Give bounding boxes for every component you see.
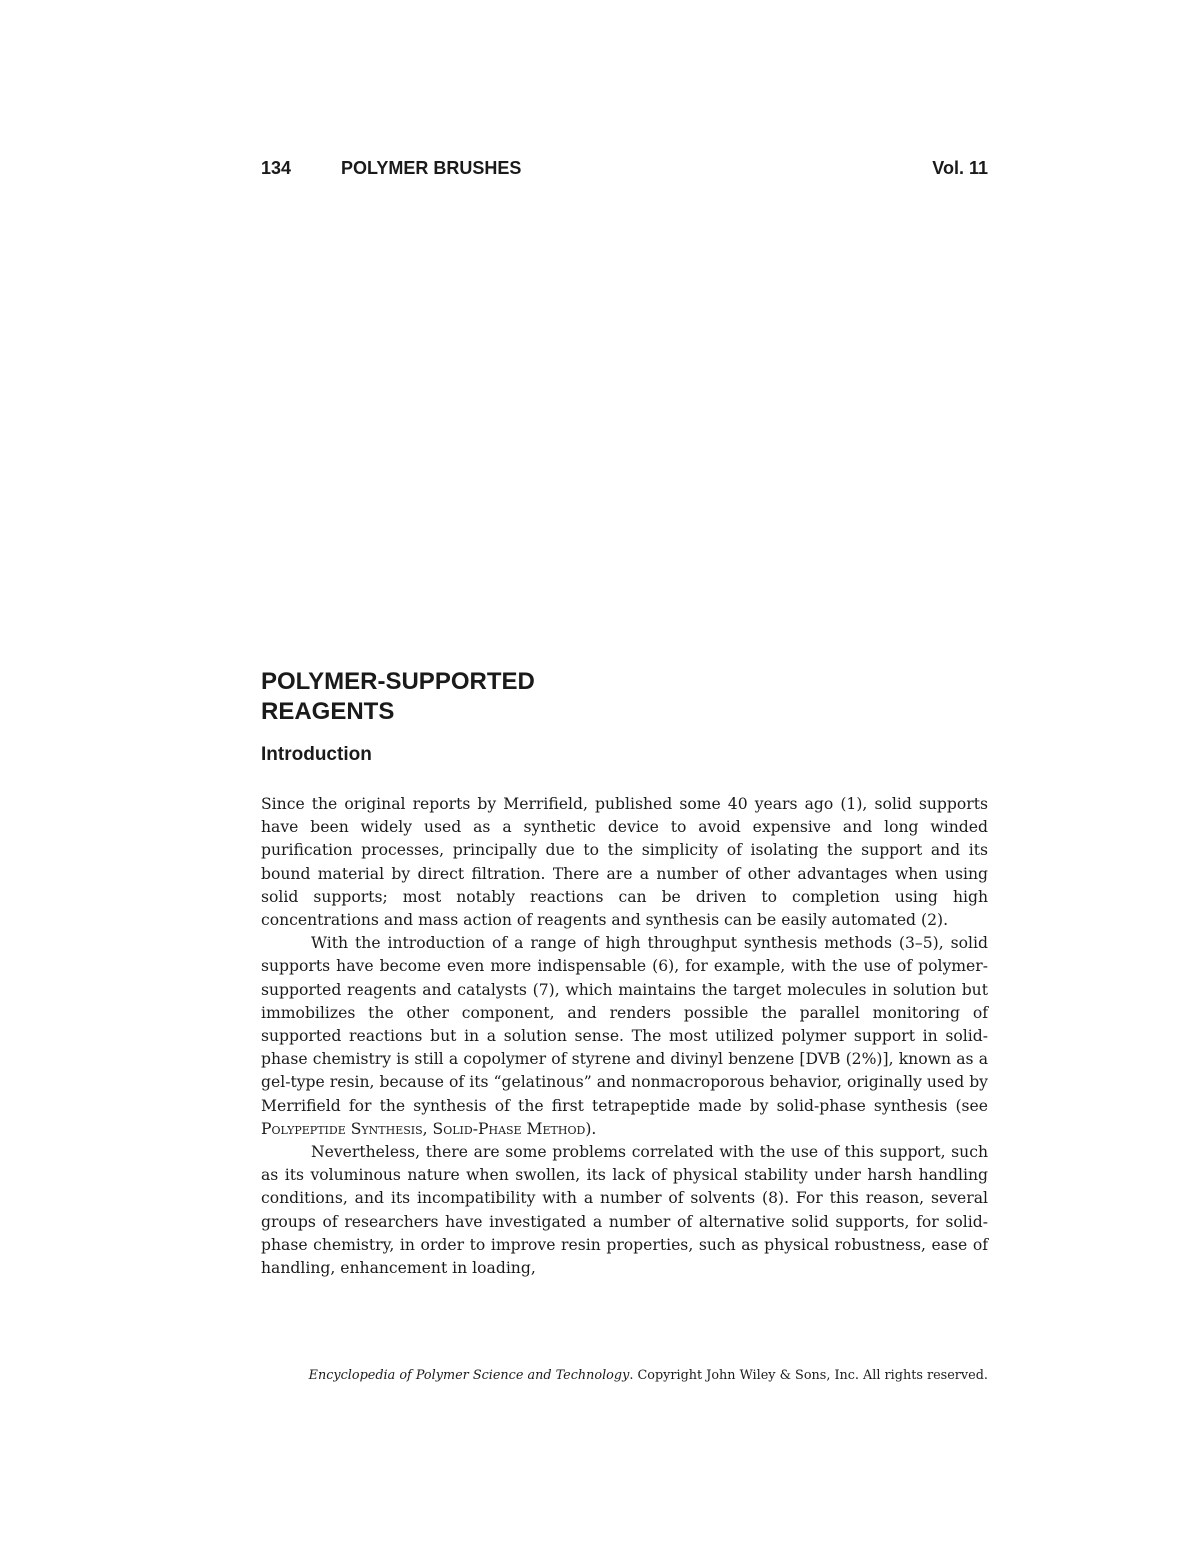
section-heading-introduction: Introduction xyxy=(261,744,372,765)
cross-reference: Polypeptide Synthesis, Solid-Phase Method xyxy=(261,1119,586,1138)
article-title-line-1: POLYMER-SUPPORTED xyxy=(261,668,535,695)
publication-name: Encyclopedia of Polymer Science and Technology xyxy=(308,1368,630,1383)
page-number: 134 xyxy=(261,158,292,178)
paragraph-2 xyxy=(261,932,988,1141)
paragraph-2-end: ). xyxy=(585,1119,597,1138)
paragraph-1: Since the original reports by Merrifield, published some 40 years ago (1), solid supports have been widely used as a synthetic device to avoid expensive and long winded purification processes, principally due to the simplicity of isolating the support and its bound material by direct filtration. There are a number of other advantages when using solid supports; most notably reactions can be driven to completion using high concentrations and mass action of reagents and synthesis can be easily automated (2). xyxy=(261,795,988,930)
volume-number: Vol. 11 xyxy=(932,158,988,178)
running-head xyxy=(261,158,988,182)
body-text xyxy=(261,793,988,1280)
article-title-line-2: REAGENTS xyxy=(261,698,395,725)
paragraph-3: Nevertheless, there are some problems correlated with the use of this support, such as its voluminous nature when swollen, its lack of physical stability under harsh handling conditions, and its incompatibility with a number of solvents (8). For this reason, several groups of researchers have investigated a number of alternative solid supports, for solid-phase chemistry, in order to improve resin properties, such as physical robustness, ease of handling, enhancement in loading, xyxy=(261,1143,988,1278)
copyright-footer xyxy=(261,1367,988,1385)
running-head-section: POLYMER BRUSHES xyxy=(341,158,522,178)
copyright-notice: . Copyright John Wiley & Sons, Inc. All rights reserved. xyxy=(629,1368,988,1383)
article-title xyxy=(261,667,535,727)
paragraph-2-text: With the introduction of a range of high throughput synthesis methods (3–5), solid supports have become even more indispensable (6), for example, with the use of polymer-supported reagents and catalysts (7), which maintains the target molecules in solution but immobilizes the other component, and renders possible the parallel monitoring of supported reactions but in a solution sense. The most utilized polymer support in solid-phase chemistry is still a copolymer of styrene and divinyl benzene [DVB (2%)], known as a gel-type resin, because of its “gelatinous” and nonmacroporous behavior, originally used by Merrifield for the synthesis of the first tetrapeptide made by solid-phase synthesis (see xyxy=(261,934,988,1115)
